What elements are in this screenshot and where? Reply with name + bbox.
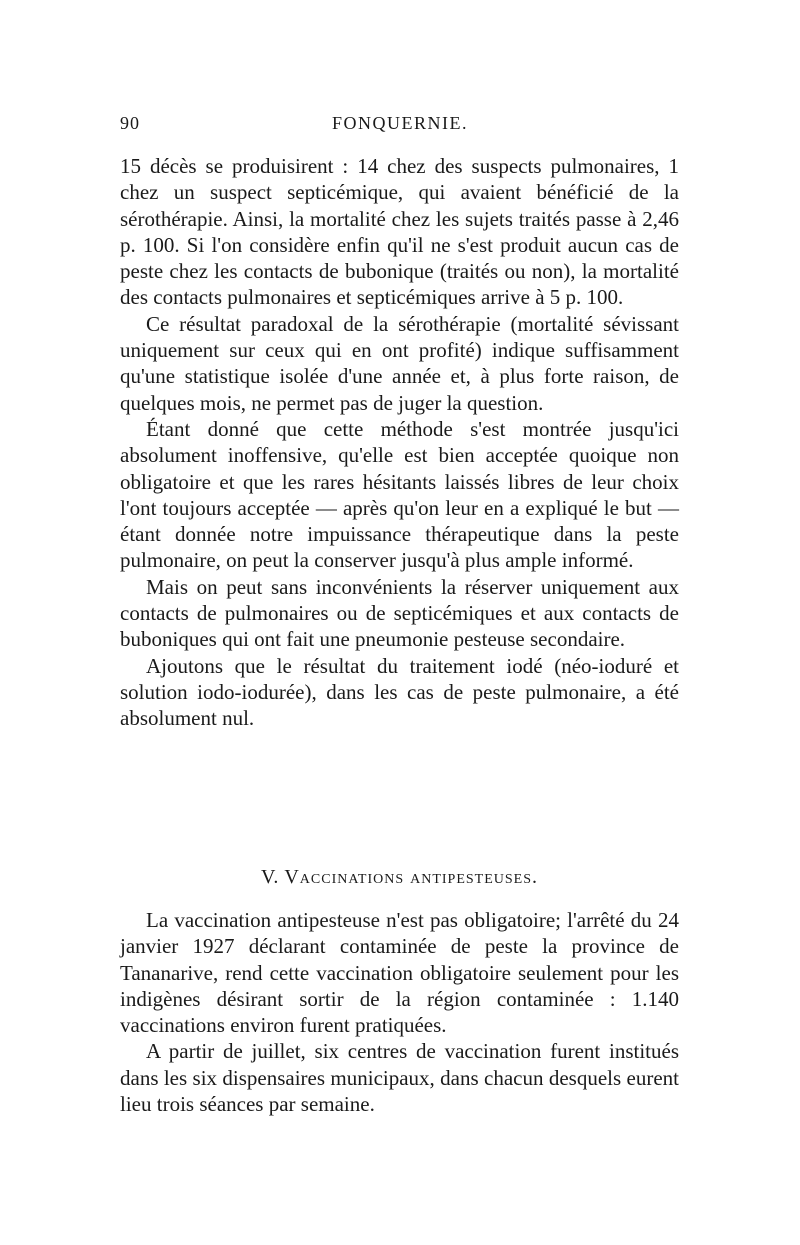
- paragraph-reserve-contacts: Mais on peut sans inconvénients la réserver uniquement aux contacts de pulmonaires ou de septicémiques et aux contacts de buboniques qui ont fait une pneumonie pesteuse secondaire.: [120, 574, 679, 652]
- paragraph-vaccination-not-mandatory: La vaccination antipesteuse n'est pas obligatoire; l'arrêté du 24 janvier 1927 déclarant contaminée de peste la province de Tananarive, rend cette vaccination obligatoire seulement pour les indigènes désirant sortir de la région contaminée : 1.140 vaccinations environ furent pratiquées.: [120, 908, 679, 1038]
- running-head: [120, 113, 680, 137]
- paragraph-vaccination-centres: A partir de juillet, six centres de vaccination furent institués dans les six dispensaires municipaux, dans chacun desquels eurent lieu trois séances par semaine.: [120, 1039, 679, 1117]
- paragraph-mortality-figures: 15 décès se produisirent : 14 chez des suspects pulmonaires, 1 chez un suspect septicémique, qui avaient bénéficié de la sérothérapie. Ainsi, la mortalité chez les sujets traités passe à 2,46 p. 100. Si l'on considère enfin qu'il ne s'est produit aucun cas de peste chez les contacts de bubonique (traités ou non), la mortalité des contacts pulmonaires et septicémiques arrive à 5 p. 100.: [120, 154, 679, 310]
- paragraph-method-harmless: Étant donné que cette méthode s'est montrée jusqu'ici absolument inoffensive, qu'elle est bien acceptée quoique non obligatoire et que les rares hésitants laissés libres de leur choix l'ont toujours acceptée — après qu'on leur en a expliqué le but — étant donnée notre impuissance thérapeutique dans la peste pulmonaire, on peut la conserver jusqu'à plus ample informé.: [120, 416, 679, 573]
- running-title: FONQUERNIE.: [332, 113, 468, 133]
- section-heading: [120, 866, 679, 889]
- page-number: 90: [120, 113, 140, 133]
- paragraph-iodine-treatment: Ajoutons que le résultat du traitement iodé (néo-ioduré et solution iodo-iodurée), dans les cas de peste pulmonaire, a été absolument nul.: [120, 653, 679, 731]
- body-text-top: [120, 153, 679, 732]
- paragraph-serotherapy-paradox: Ce résultat paradoxal de la sérothérapie (mortalité sévissant uniquement sur ceux qui en ont profité) indique suffisamment qu'une statistique isolée d'une année et, à plus forte raison, de quelques mois, ne permet pas de juger la question.: [120, 311, 679, 415]
- section-title: Vaccinations antipesteuses.: [284, 866, 539, 888]
- body-text-bottom: [120, 907, 679, 1117]
- section-number: V.: [260, 866, 279, 888]
